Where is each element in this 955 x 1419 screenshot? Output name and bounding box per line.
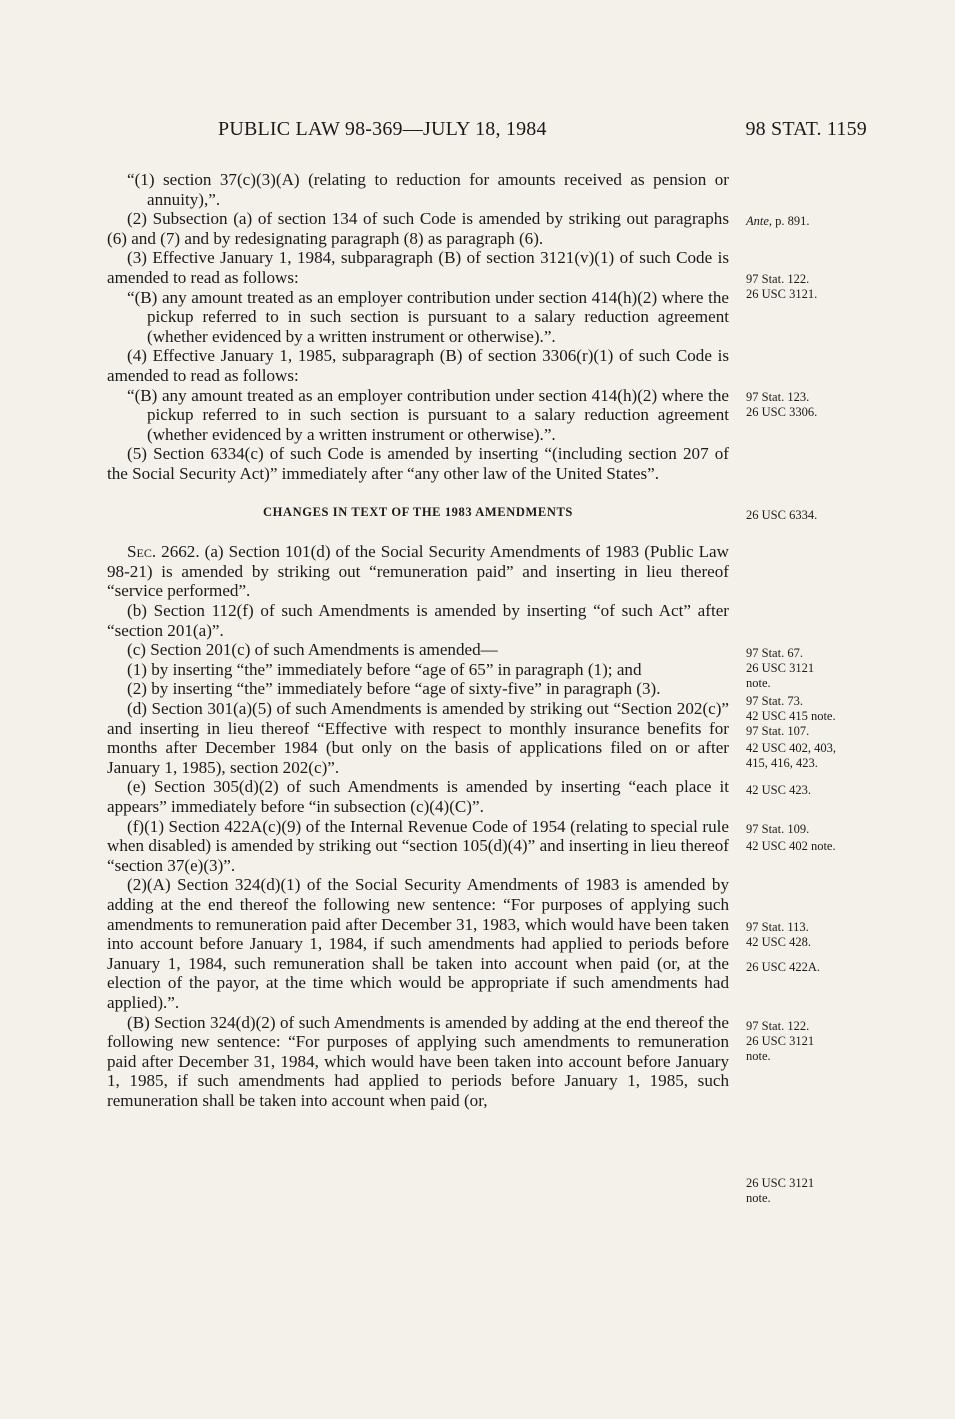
subsection-f-2-a: (2)(A) Section 324(d)(1) of the Social Security Amendments of 1983 is amended by adding at the end thereof the following new sentence: “For purposes of applying such amendments to remuneration paid after December 31, 1983, which would have been taken into account before January 1, 1984, if such amendments had applied to periods before January 1, 1984, such remuneration shall be taken into account when paid (or, at the election of the payor, at the time which would be appropriate if such amendments had applied).”.	[107, 875, 729, 1012]
margin-note: 97 Stat. 122.	[746, 272, 810, 286]
margin-note: 97 Stat. 113.	[746, 920, 809, 934]
paragraph-1: “(1) section 37(c)(3)(A) (relating to reduction for amounts received as pension or annuity),”.	[127, 170, 729, 209]
page-reference: 98 STAT. 1159	[745, 118, 867, 140]
section-2662	[107, 542, 729, 601]
paragraph-4: (4) Effective January 1, 1985, subparagraph (B) of section 3306(r)(1) of such Code is amended to read as follows:	[107, 346, 729, 385]
paragraph-4-quote: “(B) any amount treated as an employer contribution under section 414(h)(2) where the pickup referred to in such section is pursuant to a salary reduction agreement (whether evidenced by a written instrument or otherwise).”.	[127, 385, 729, 444]
margin-note: 26 USC 3121.	[746, 287, 818, 301]
spacer	[107, 484, 729, 504]
subsection-d: (d) Section 301(a)(5) of such Amendments is amended by striking out “Section 202(c)” and inserting in lieu thereof “Effective with respect to monthly insurance benefits for months after December 1984 (but only on the basis of applications filed on or after January 1, 1985), section 202(c)”.	[107, 699, 729, 777]
margin-note: 26 USC 422A.	[746, 960, 820, 974]
margin-note-ante-italic: Ante,	[746, 214, 773, 228]
paragraph-3: (3) Effective January 1, 1984, subparagraph (B) of section 3121(v)(1) of such Code is amended to read as follows:	[107, 248, 729, 287]
margin-note: 97 Stat. 123.	[746, 390, 810, 404]
subsection-c-2: (2) by inserting “the” immediately before “age of sixty-five” in paragraph (3).	[127, 679, 661, 699]
margin-note: 42 USC 402, 403,	[746, 741, 836, 755]
margin-note: 26 USC 3121	[746, 661, 815, 675]
margin-note: note.	[746, 676, 771, 690]
margin-note: 97 Stat. 67.	[746, 646, 803, 660]
margin-note-ante-page: p. 891.	[772, 214, 810, 228]
margin-note: 26 USC 3306.	[746, 405, 818, 419]
margin-note: 42 USC 428.	[746, 935, 811, 949]
margin-note: 42 USC 402 note.	[746, 839, 836, 853]
subsection-f-2-b: (B) Section 324(d)(2) of such Amendments is amended by adding at the end thereof the following new sentence: “For purposes of applying such amendments to remuneration paid after December 31, 1984, which would have been taken into account before January 1, 1985, if such amendments had applied to periods before January 1, 1985, such remuneration shall be taken into account when paid (or,	[107, 1012, 729, 1110]
subsection-c: (c) Section 201(c) of such Amendments is amended—	[127, 640, 498, 660]
margin-note: 97 Stat. 109.	[746, 822, 810, 836]
margin-note: 415, 416, 423.	[746, 756, 818, 770]
section-heading: CHANGES IN TEXT OF THE 1983 AMENDMENTS	[263, 505, 573, 520]
spacer	[107, 523, 729, 543]
subsection-e: (e) Section 305(d)(2) of such Amendments is amended by inserting “each place it appears” immediately before “in subsection (c)(4)(C)”.	[107, 777, 729, 816]
subsection-c-1: (1) by inserting “the” immediately before “age of 65” in paragraph (1); and	[127, 659, 642, 679]
margin-note: 42 USC 415 note.	[746, 709, 836, 723]
margin-note: 97 Stat. 107.	[746, 724, 810, 738]
margin-note: 26 USC 3121	[746, 1034, 815, 1048]
section-label: Sec.	[127, 542, 157, 562]
margin-note: note.	[746, 1191, 771, 1205]
margin-note: 26 USC 6334.	[746, 508, 818, 522]
paragraph-3-quote: “(B) any amount treated as an employer contribution under section 414(h)(2) where the pickup referred to in such section is pursuant to a salary reduction agreement (whether evidenced by a written instrument or otherwise).”.	[127, 287, 729, 346]
running-header-title: PUBLIC LAW 98-369—JULY 18, 1984	[218, 118, 547, 140]
subsection-f-1: (f)(1) Section 422A(c)(9) of the Internal Revenue Code of 1954 (relating to special rule when disabled) is amended by striking out “section 105(d)(4)” and inserting in lieu thereof “section 37(e)(3)”.	[107, 816, 729, 875]
margin-note: 97 Stat. 73.	[746, 694, 803, 708]
margin-note: 97 Stat. 122.	[746, 1019, 810, 1033]
margin-note-ante	[746, 214, 896, 229]
subsection-b: (b) Section 112(f) of such Amendments is amended by inserting “of such Act” after “section 201(a)”.	[107, 601, 729, 640]
paragraph-5: (5) Section 6334(c) of such Code is amended by inserting “(including section 207 of the Social Security Act)” immediately after “any other law of the United States”.	[107, 444, 729, 483]
margin-note: 26 USC 3121	[746, 1176, 815, 1190]
paragraph-2: (2) Subsection (a) of section 134 of such Code is amended by striking out paragraphs (6) and (7) and by redesignating paragraph (8) as paragraph (6).	[107, 209, 729, 248]
main-text	[107, 170, 729, 1111]
margin-note: 42 USC 423.	[746, 783, 811, 797]
margin-note: note.	[746, 1049, 771, 1063]
section-2662-text: 2662. (a) Section 101(d) of the Social Security Amendments of 1983 (Public Law 98-21) is amended by striking out “remuneration paid” and inserting in lieu thereof “service performed”.	[107, 542, 729, 601]
